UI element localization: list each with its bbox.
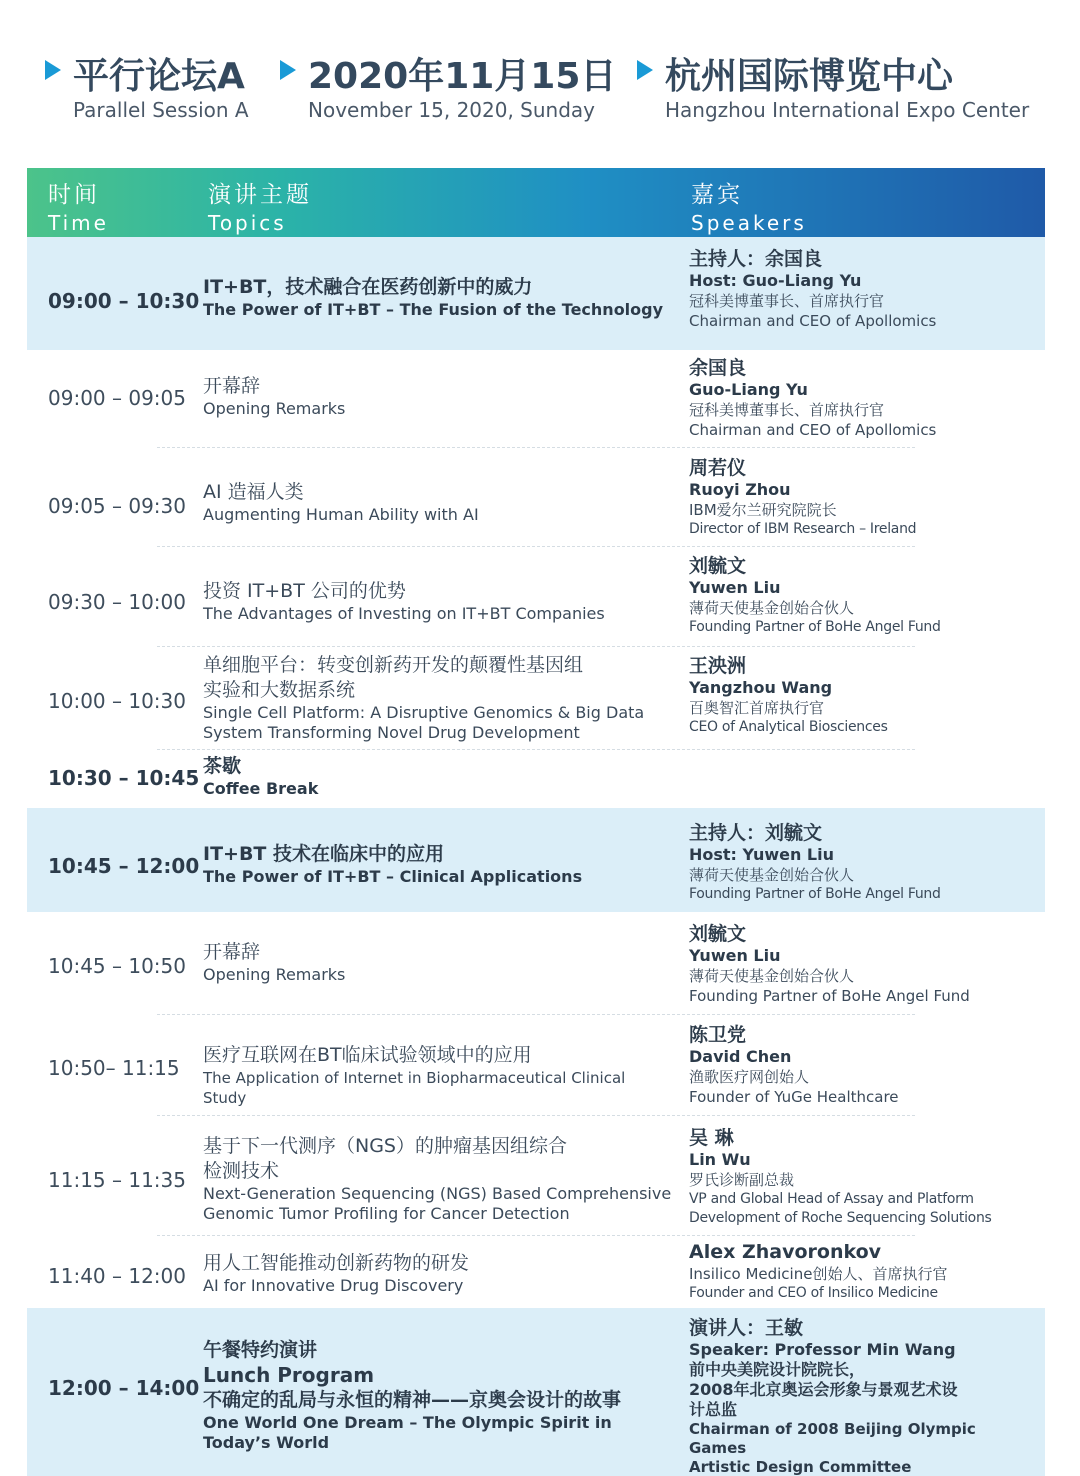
- session-row: [27, 1308, 1045, 1476]
- column-header-speakers: 嘉宾 Speakers: [691, 182, 807, 235]
- column-header-topics: 演讲主题 Topics: [208, 182, 312, 235]
- row-speaker: 主持人：刘毓文 Host: Yuwen Liu 薄荷天使基金创始合伙人 Founding Partner of BoHe Angel Fund: [689, 822, 941, 902]
- table-row: [27, 647, 1045, 750]
- session-title-zh: 平行论坛A: [73, 56, 245, 97]
- row-topic: 茶歇 Coffee Break: [203, 755, 319, 798]
- row-time: 09:00 – 09:05: [48, 386, 186, 410]
- row-time: 10:50– 11:15: [48, 1056, 180, 1080]
- row-time: 10:00 – 10:30: [48, 689, 186, 713]
- row-time: 10:45 – 12:00: [48, 854, 200, 878]
- row-topic: 开幕辞 Opening Remarks: [203, 941, 346, 984]
- row-time: 09:05 – 09:30: [48, 494, 186, 518]
- row-speaker: 周若仪 Ruoyi Zhou IBM爱尔兰研究院院长 Director of IBM Research – Ireland: [689, 457, 917, 537]
- table-row: [27, 750, 1045, 808]
- row-topic: 开幕辞 Opening Remarks: [203, 375, 346, 418]
- row-time: 11:15 – 11:35: [48, 1168, 186, 1192]
- triangle-icon: [637, 60, 653, 80]
- session-title-en: Parallel Session A: [73, 98, 249, 122]
- row-speaker: 王泱洲 Yangzhou Wang 百奥智汇首席执行官 CEO of Analytical Biosciences: [689, 655, 888, 735]
- row-topic: 午餐特约演讲 Lunch Program 不确定的乱局与永恒的精神——京奥会设计的故事 One World One Dream – The Olympic Spirit in Today’s World: [203, 1339, 622, 1452]
- triangle-icon: [280, 60, 296, 80]
- row-speaker: 余国良 Guo-Liang Yu 冠科美博董事长、首席执行官 Chairman and CEO of Apollomics: [689, 357, 937, 439]
- row-speaker: Alex Zhavoronkov Insilico Medicine创始人、首席执行官 Founder and CEO of Insilico Medicine: [689, 1241, 948, 1301]
- venue-zh: 杭州国际博览中心: [665, 56, 954, 97]
- row-time: 11:40 – 12:00: [48, 1264, 186, 1288]
- triangle-icon: [45, 60, 61, 80]
- table-header: [27, 168, 1045, 237]
- row-speaker: 演讲人：王敏 Speaker: Professor Min Wang 前中央美院设计院院长， 2008年北京奥运会形象与景观艺术设 计总监 Chairman of 2008 Beijing Olympic Games Artistic Design Committee: [689, 1317, 976, 1476]
- row-topic: 医疗互联网在BT临床试验领域中的应用 The Application of Internet in Biopharmaceutical Clinical Study: [203, 1044, 626, 1107]
- table-row: [27, 350, 1045, 448]
- session-row: [27, 237, 1045, 350]
- row-time: 10:30 – 10:45: [48, 766, 200, 790]
- row-time: 09:30 – 10:00: [48, 590, 186, 614]
- row-topic: 基于下一代测序（NGS）的肿瘤基因组综合 检测技术 Next-Generation Sequencing (NGS) Based Comprehensive Genomic Tumor Profiling for Cancer Detection: [203, 1135, 672, 1223]
- row-topic: 用人工智能推动创新药物的研发 AI for Innovative Drug Discovery: [203, 1252, 470, 1295]
- table-row: [27, 1015, 1045, 1116]
- row-speaker: 刘毓文 Yuwen Liu 薄荷天使基金创始合伙人 Founding Partner of BoHe Angel Fund: [689, 555, 941, 635]
- session-row: [27, 808, 1045, 912]
- date-en: November 15, 2020, Sunday: [308, 98, 596, 122]
- row-time: 10:45 – 10:50: [48, 954, 186, 978]
- column-header-time: 时间 Time: [48, 182, 109, 235]
- row-topic: AI 造福人类 Augmenting Human Ability with AI: [203, 481, 479, 524]
- row-topic: 投资 IT+BT 公司的优势 The Advantages of Investing on IT+BT Companies: [203, 580, 605, 623]
- row-time: 09:00 – 10:30: [48, 289, 200, 313]
- row-topic: IT+BT，技术融合在医药创新中的威力 The Power of IT+BT – The Fusion of the Technology: [203, 276, 664, 319]
- date-zh: 2020年11月15日: [308, 56, 617, 97]
- venue-en: Hangzhou International Expo Center: [665, 98, 1030, 122]
- table-row: [27, 1236, 1045, 1308]
- row-speaker: 主持人：余国良 Host: Guo-Liang Yu 冠科美博董事长、首席执行官 Chairman and CEO of Apollomics: [689, 248, 937, 330]
- table-row: [27, 448, 1045, 547]
- row-topic: IT+BT 技术在临床中的应用 The Power of IT+BT – Clinical Applications: [203, 843, 583, 886]
- row-speaker: 刘毓文 Yuwen Liu 薄荷天使基金创始合伙人 Founding Partner of BoHe Angel Fund: [689, 923, 970, 1005]
- table-row: [27, 912, 1045, 1015]
- page-header: [0, 48, 1080, 138]
- row-time: 12:00 – 14:00: [48, 1376, 200, 1400]
- row-speaker: 吴 琳 Lin Wu 罗氏诊断副总裁 VP and Global Head of Assay and Platform Development of Roche Sequencing Solutions: [689, 1127, 992, 1226]
- row-speaker: 陈卫党 David Chen 渔歌医疗网创始人 Founder of YuGe Healthcare: [689, 1024, 899, 1106]
- table-row: [27, 1116, 1045, 1236]
- row-topic: 单细胞平台：转变创新药开发的颠覆性基因组 实验和大数据系统 Single Cell Platform: A Disruptive Genomics & Big Data System Transforming Novel Drug Development: [203, 654, 645, 742]
- table-row: [27, 547, 1045, 647]
